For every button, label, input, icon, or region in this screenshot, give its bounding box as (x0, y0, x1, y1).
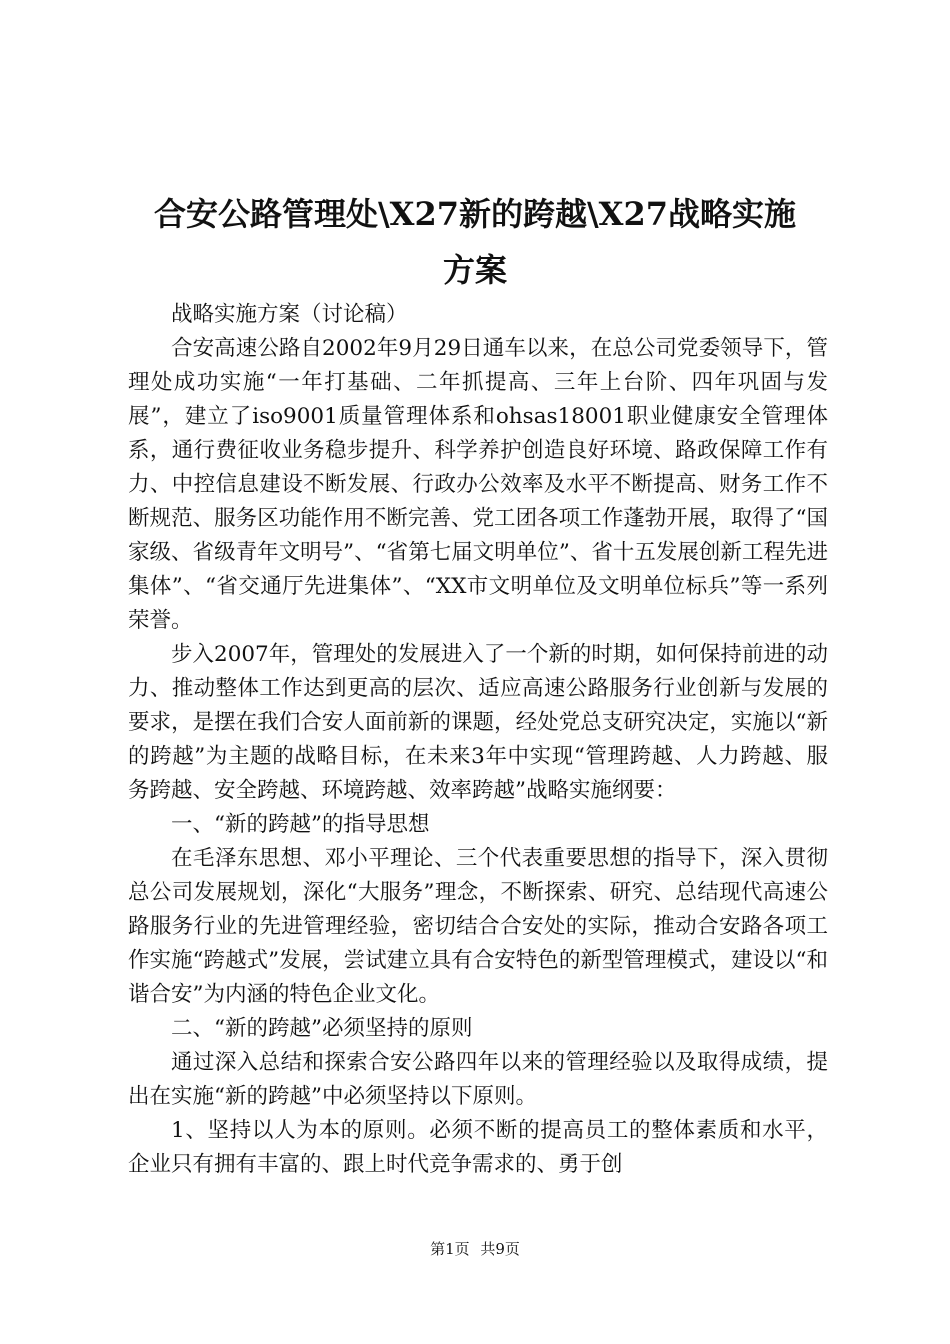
paragraph-intro: 合安高速公路自2002年9月29日通车以来，在总公司党委领导下，管理处成功实施“一年打基础、二年抓提高、三年上台阶、四年巩固与发展”，建立了iso9001质量管理体系和ohsas18001职业健康安全管理体系，通行费征收业务稳步提升、科学养护创造良好环境、路政保障工作有力、中控信息建设不断发展、行政办公效率及水平不断提高、财务工作不断规范、服务区功能作用不断完善、党工团各项工作蓬勃开展，取得了“国家级、省级青年文明号”、“省第七届文明单位”、省十五发展创新工程先进集体”、“省交通厅先进集体”、“XX市文明单位及文明单位标兵”等一系列荣誉。 (128, 336, 828, 633)
title-line-2: 方案 (442, 251, 507, 289)
page-total: 共9页 (480, 1240, 520, 1258)
subtitle: 战略实施方案（讨论稿） (171, 302, 408, 327)
section-heading-2: 二、“新的跨越”必须坚持的原则 (171, 1016, 473, 1041)
section-heading-1: 一、“新的跨越”的指导思想 (171, 812, 430, 837)
paragraph-principles: 通过深入总结和探索合安公路四年以来的管理经验以及取得成绩，提出在实施“新的跨越”中必须坚持以下原则。 (128, 1050, 828, 1109)
paragraph-principle-1: 1、坚持以人为本的原则。必须不断的提高员工的整体素质和水平，企业只有拥有丰富的、跟上时代竞争需求的、勇于创 (128, 1118, 828, 1177)
document-title (100, 186, 850, 298)
page-footer (0, 1238, 950, 1259)
page-number: 第1页 (430, 1240, 470, 1258)
paragraph-2007: 步入2007年，管理处的发展进入了一个新的时期，如何保持前进的动力、推动整体工作达到更高的层次、适应高速公路服务行业创新与发展的要求，是摆在我们合安人面前新的课题，经处党总支研究决定，实施以“新的跨越”为主题的战略目标，在未来3年中实现“管理跨越、人力跨越、服务跨越、安全跨越、环境跨越、效率跨越”战略实施纲要： (128, 642, 828, 803)
title-line-1: 合安公路管理处\X27新的跨越\X27战略实施 (153, 195, 797, 233)
document-body (128, 298, 828, 1182)
paragraph-guiding-thought: 在毛泽东思想、邓小平理论、三个代表重要思想的指导下，深入贯彻总公司发展规划，深化“大服务”理念，不断探索、研究、总结现代高速公路服务行业的先进管理经验，密切结合合安处的实际，推动合安路各项工作实施“跨越式”发展，尝试建立具有合安特色的新型管理模式，建设以“和谐合安”为内涵的特色企业文化。 (128, 846, 828, 1007)
